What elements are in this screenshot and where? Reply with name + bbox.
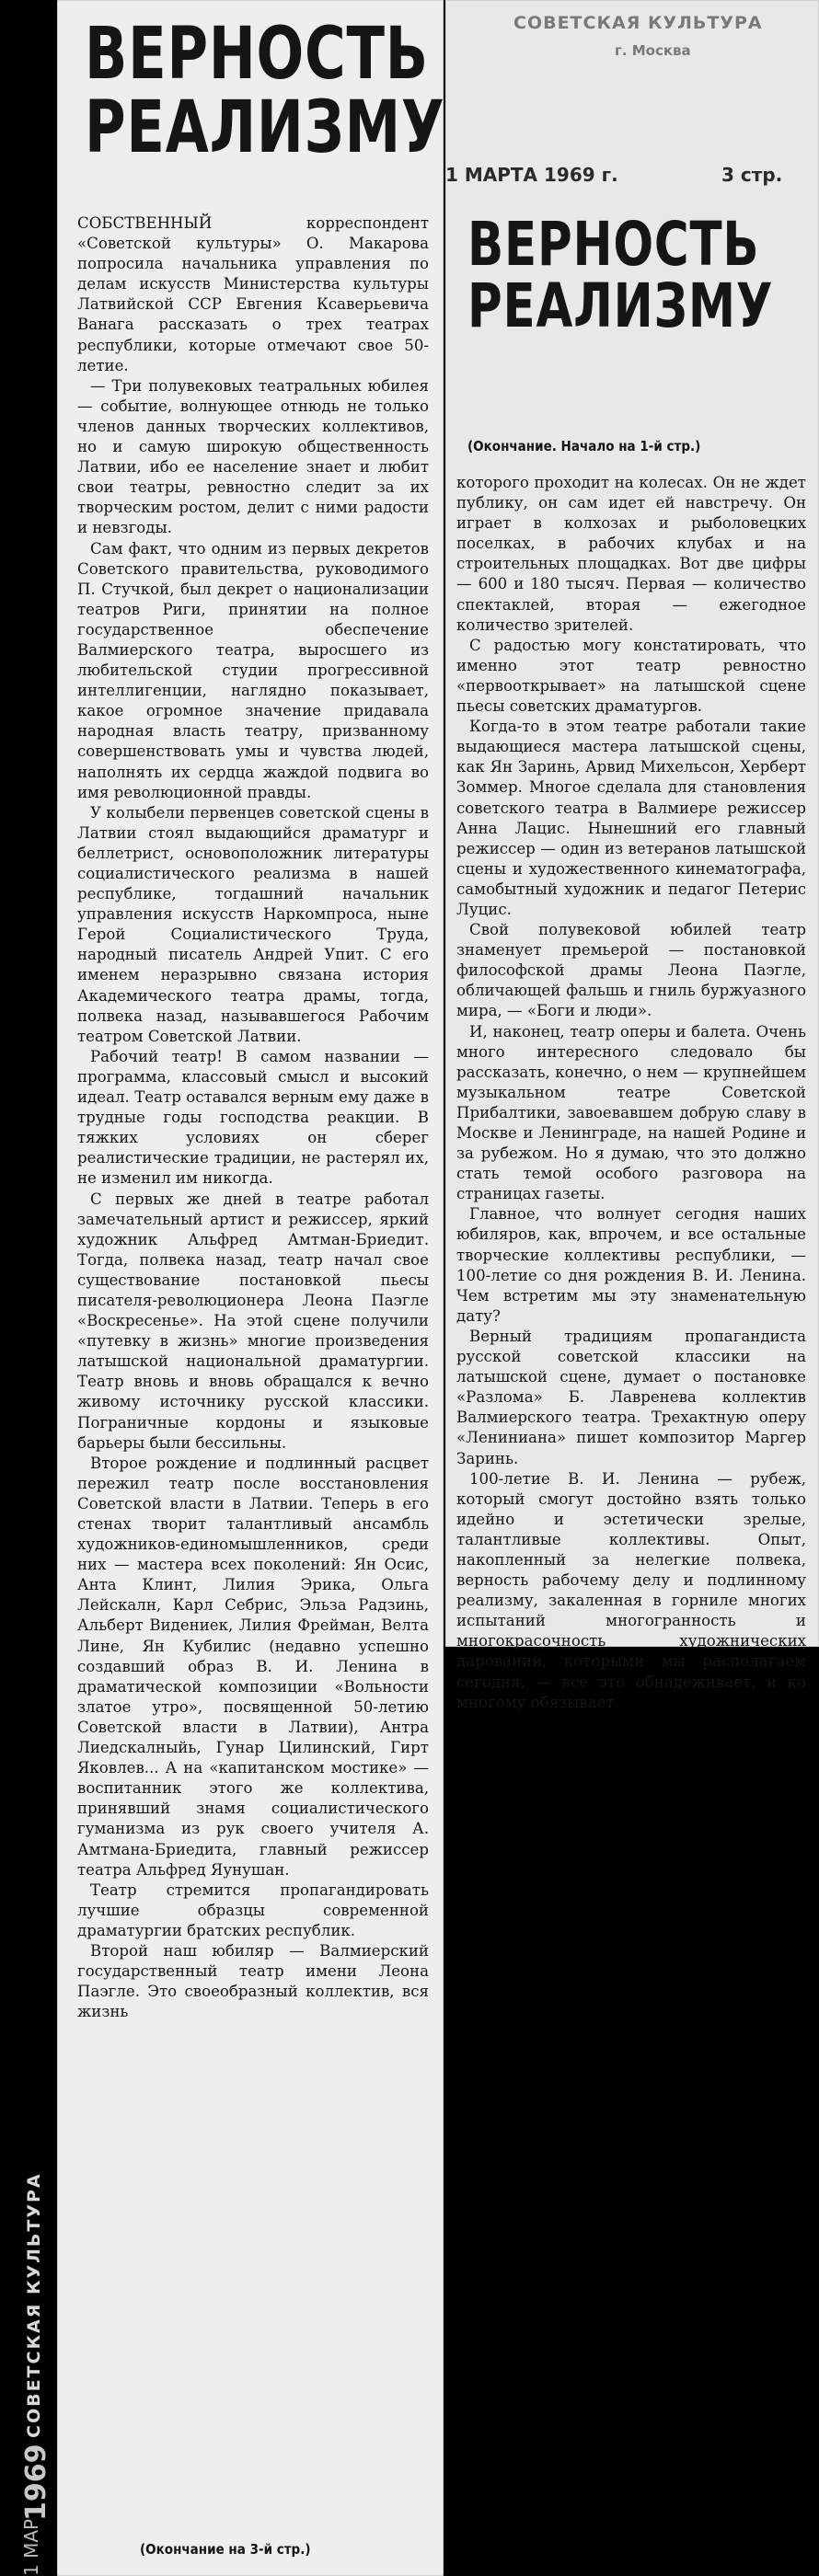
- newspaper-stamp-city: г. Москва: [615, 42, 691, 59]
- article-paragraph-9: Второй наш юбиляр — Валмиерский государственный театр имени Леона Паэгле. Это своеобразный коллектив, вся жизнь: [77, 1941, 429, 2021]
- left-headline: ВЕРНОСТЬ РЕАЛИЗМУ: [85, 13, 445, 169]
- article-paragraph-2: — Три полувековых театральных юбилея — событие, волнующее отнюдь не только членов данных творческих коллективов, но и самую широкую общественность Латвии, ибо ее население знает и любит свои театры, ревностно следит за их творческим ростом, делит с ними радости и невзгоды.: [77, 376, 429, 537]
- left-clipping: [57, 0, 444, 2576]
- right-article-text: [456, 473, 806, 1713]
- article-paragraph-7: Второе рождение и подлинный расцвет пережил театр после восстановления Советской власти в Латвии. Теперь в его стенах творит талантливый ансамбль художников-единомышленников, среди них — мастера всех поколений: Ян Осис, Анта Клинт, Лилия Эрика, Ольга Лейскалн, Карл Себрис, Эльза Радзинь, Альберт Видениек, Лилия Фрейман, Велта Лине, Ян Кубилис (недавно успешно создавший образ В. И. Ленина в драматической композиции «Вольности златое утро», посвященной 50-летию Советской власти в Латвии), Антра Лиедскалныйь, Гунар Цилинский, Гирт Яковлев... А на «капитанском мостике» — воспитанник этого же коллектива, принявший знамя социалистического гуманизма из рук своего учителя А. Амтмана-Бриедита, главный режиссер театра Альфред Яунушан.: [77, 1454, 429, 1879]
- article-paragraph-17: 100-летие В. И. Ленина — рубеж, который смогут достойно взять только идейно и эстетически зрелые, талантливые коллективы. Опыт, накопленный за нелегкие полвека, верность рабочему делу и подлинному реализму, закаленная в горниле многих испытаний многогранность и многокрасочность художнических дарований, которыми мы располагаем сегодня, — все это обнадеживает, и ко многому обязывает.: [456, 1469, 806, 1711]
- year-stamp: 1969: [20, 2444, 52, 2521]
- article-paragraph-1: СОБСТВЕННЫЙ корреспондент «Советской культуры» О. Макарова попросила начальника управления по делам искусств Министерства культуры Латвийской ССР Евгения Ксаверьевича Ванага рассказать о трех театрах республики, которые отмечают свое 50-летие.: [77, 214, 429, 374]
- vertical-newspaper-stamp: СОВЕТСКАЯ КУЛЬТУРА: [24, 2172, 44, 2438]
- article-paragraph-6: С первых же дней в театре работал замечательный артист и режиссер, яркий художник Альфред Амтман-Бриедит. Тогда, полвека назад, театр начал свое существование постановкой пьесы писателя-революционера Леона Паэгле «Воскресенье». На этой сцене получили «путевку в жизнь» многие произведения латышской национальной драматургии. Театр вновь и вновь обращался к вечно живому источнику русской классики. Пограничные кордоны и языковые барьеры были бессильны.: [77, 1190, 429, 1452]
- article-paragraph-13: Свой полувековой юбилей театр знаменует премьерой — постановкой философской драмы Леона Паэгле, обличающей фальшь и гниль буржуазного мира, — «Боги и люди».: [456, 921, 806, 1020]
- page-number: 3 стр.: [721, 164, 783, 186]
- continued-note: (Окончание на 3-й стр.): [140, 2541, 311, 2558]
- article-paragraph-3: Сам факт, что одним из первых декретов Советского правительства, руководимого П. Стучкой, был декрет о национализации театров Риги, принятии на полное государственное обеспечение Валмиерского театра, выросшего из любительской студии прогрессивной интеллигенции, наглядно показывает, какое огромное значение придавала народная власть театру, призванному совершенствовать умы и чувства людей, наполнять их сердца жаждой подвига во имя революционной правды.: [77, 539, 429, 801]
- article-paragraph-16: Верный традициям пропагандиста русской советской классики на латышской сцене, думает о постановке «Разлома» Б. Лавренева коллектив Валмиерского театра. Трехактную оперу «Лениниана» пишет композитор Маргер Заринь.: [456, 1327, 806, 1467]
- article-paragraph-4: У колыбели первенцев советской сцены в Латвии стоял выдающийся драматург и беллетрист, основоположник литературы социалистического реализма в нашей республике, тогдашний начальник управления искусств Наркомпроса, ныне Герой Социалистического Труда, народный писатель Андрей Упит. С его именем неразрывно связана история Академического театра драмы, тогда, полвека назад, называвшегося Рабочим театром Советской Латвии.: [77, 803, 429, 1045]
- article-paragraph-5: Рабочий театр! В самом названии — программа, классовый смысл и высокий идеал. Театр оставался верным ему даже в трудные годы господства реакции. В тяжких условиях он сберег реалистические традиции, не растерял их, не изменил им никогда.: [77, 1047, 429, 1188]
- article-paragraph-14: И, наконец, театр оперы и балета. Очень много интересного следовало бы рассказать, конечно, о нем — крупнейшем музыкальном театре Советской Прибалтики, завоевавшем добрую славу в Москве и Ленинграде, на нашей Родине и за рубежом. Но я думаю, что это должно стать темой особого разговора на страницах газеты.: [456, 1022, 806, 1203]
- article-paragraph-11: С радостью могу констатировать, что именно этот театр ревностно «первооткрывает» на латышской сцене пьесы советских драматургов.: [456, 636, 806, 716]
- article-paragraph-10: которого проходит на колесах. Он не ждет публику, он сам идет ей навстречу. Он играет в колхозах и рыболовецких поселках, в рабочих клубах и на строительных площадках. Вот две цифры — 600 и 180 тысяч. Первая — количество спектаклей, вторая — ежегодное количество зрителей.: [456, 474, 806, 634]
- article-paragraph-15: Главное, что волнует сегодня наших юбиляров, как, впрочем, и все остальные творческие коллективы республики, — 100-летие со дня рождения В. И. Ленина. Чем встретим мы эту знаменательную дату?: [456, 1205, 806, 1325]
- newspaper-stamp-title: СОВЕТСКАЯ КУЛЬТУРА: [513, 13, 763, 33]
- handwritten-date-note: 1 МАР: [20, 2518, 42, 2576]
- issue-date: 1 МАРТА 1969 г.: [445, 164, 618, 186]
- article-paragraph-12: Когда-то в этом театре работали такие выдающиеся мастера латышской сцены, как Ян Заринь, Арвид Михельсон, Херберт Зоммер. Многое сделала для становления советского театра в Валмиере режиссер Анна Лацис. Нынешний его главный режиссер — один из ветеранов латышской сцены и художественного кинематографа, самобытный художник и педагог Петерис Луцис.: [456, 718, 806, 918]
- left-article-text: [77, 213, 429, 2022]
- right-headline: ВЕРНОСТЬ РЕАЛИЗМУ: [467, 209, 774, 342]
- right-clipping: [445, 0, 819, 1711]
- article-paragraph-8: Театр стремится пропагандировать лучшие образцы современной драматургии братских республик.: [77, 1880, 429, 1939]
- continuation-note: (Окончание. Начало на 1-й стр.): [467, 438, 701, 454]
